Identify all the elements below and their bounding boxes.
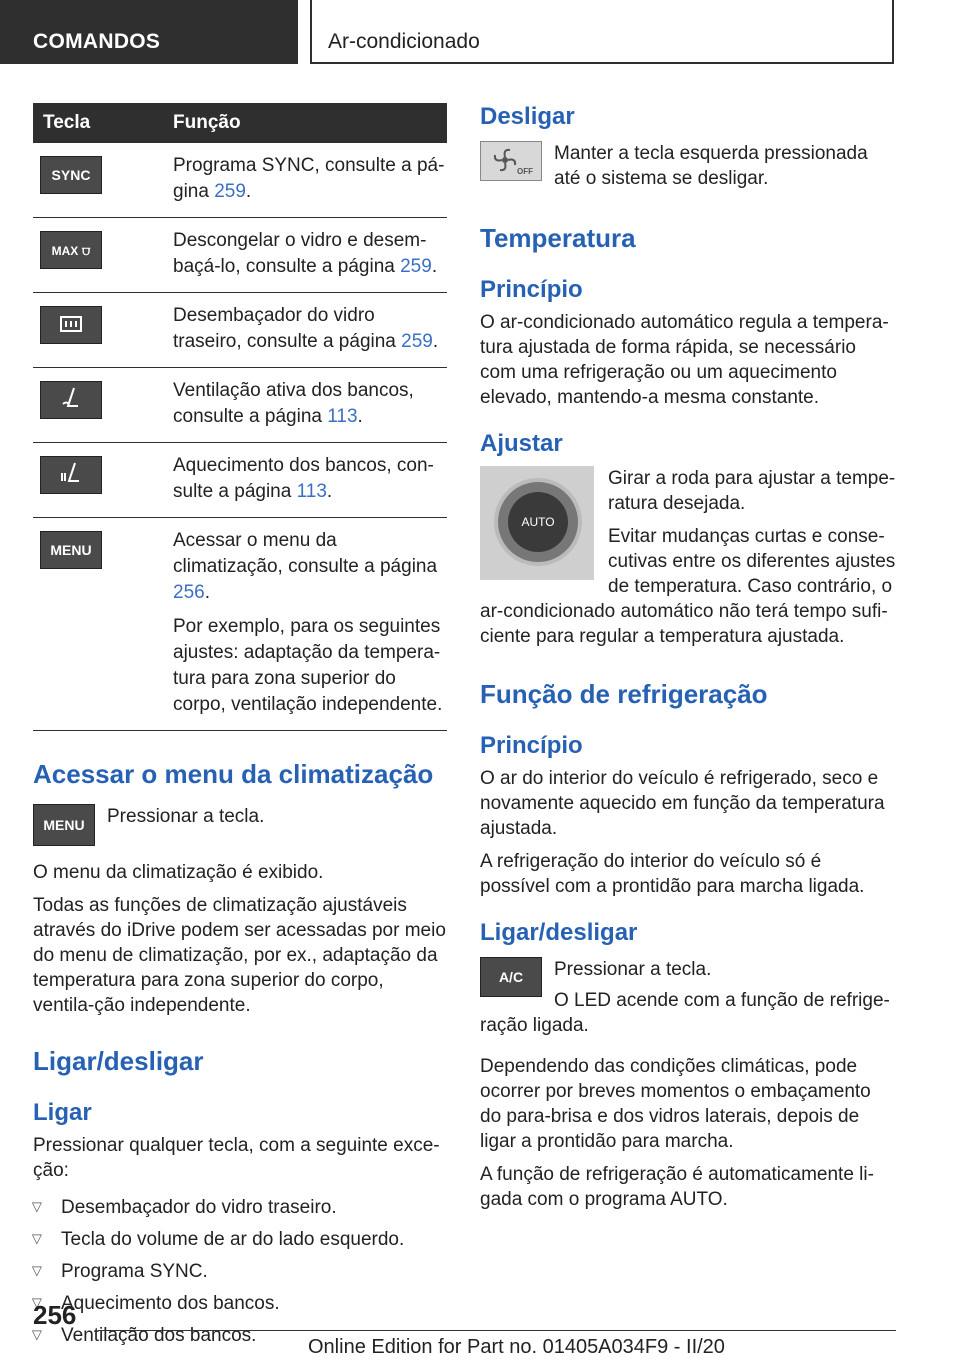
page-link[interactable]: 259 xyxy=(400,256,432,277)
temperature-principle-title: Princípio xyxy=(480,276,583,303)
page-link[interactable]: 113 xyxy=(296,481,327,502)
row-text: Descongelar o vidro e desem-baçá-lo, consulte a página 259. xyxy=(173,230,438,277)
temperature-principle-text: O ar-condicionado automático regula a tempera-tura ajustada de forma rápida, se necessário com uma refrigeração ou um aquecimento elevado, mantendo-a mesma constante. xyxy=(480,312,889,408)
row-text: Ventilação ativa dos bancos, consulte a página 113. xyxy=(173,380,414,427)
header-section-label: COMANDOS xyxy=(33,30,161,53)
off-row xyxy=(480,141,896,191)
fan-off-icon xyxy=(480,141,542,181)
adjust-title: Ajustar xyxy=(480,430,563,457)
page-link[interactable]: 113 xyxy=(327,406,358,427)
page-link[interactable]: 259 xyxy=(401,331,433,352)
row-extra-text: Por exemplo, para os seguintes ajustes: adaptação da tempera-tura para zona superior do corpo, ventilação independente. xyxy=(173,616,443,715)
table-row xyxy=(33,293,447,368)
cooling-onoff-title: Ligar/desligar xyxy=(480,919,638,946)
table-row xyxy=(33,368,447,443)
cooling-principle-title: Princípio xyxy=(480,732,583,759)
footer-edition: Online Edition for Part no. 01405A034F9 - II/20 xyxy=(308,1336,725,1358)
row-text: Programa SYNC, consulte a pá-gina 259. xyxy=(173,155,445,202)
menu-instruction: Pressionar a tecla. xyxy=(107,806,265,827)
header-section-tab xyxy=(0,0,298,64)
on-title: Ligar xyxy=(33,1099,92,1126)
table-row xyxy=(33,143,447,218)
row-text: Desembaçador do vidro traseiro, consulte a página 259. xyxy=(173,305,439,352)
temperature-knob-icon xyxy=(480,466,594,580)
list-item: ▷ Aquecimento dos bancos. xyxy=(33,1291,447,1316)
list-item: ▷ Tecla do volume de ar do lado esquerdo. xyxy=(33,1227,447,1252)
adjust-block xyxy=(480,466,896,649)
adjust-text-1: Girar a roda para ajustar a tempe-ratura desejada. xyxy=(608,468,896,514)
cooling-paragraph-4: A função de refrigeração é automaticamente li-gada com o programa AUTO. xyxy=(480,1164,874,1210)
left-column xyxy=(33,103,447,1355)
footer-divider xyxy=(98,1330,896,1331)
menu-paragraph-1: O menu da climatização é exibido. xyxy=(33,862,324,883)
table-header-row xyxy=(33,103,447,143)
cooling-paragraph-1: O ar do interior do veículo é refrigerado, seco e novamente aquecido em função da temperatura ajustada. xyxy=(480,768,885,839)
sync-icon: SYNC xyxy=(40,156,102,194)
ac-instruction-1: Pressionar a tecla. xyxy=(554,959,712,980)
svg-text:OFF: OFF xyxy=(517,167,533,176)
row-text: Aquecimento dos bancos, con-sulte a página 113. xyxy=(173,455,434,502)
header-chapter-tab xyxy=(310,0,894,64)
table-row xyxy=(33,518,447,731)
page-link[interactable]: 259 xyxy=(214,181,246,202)
exception-list xyxy=(33,1195,447,1348)
menu-section-title: Acessar o menu da climatização xyxy=(33,759,434,789)
seat-ventilation-icon xyxy=(40,381,102,419)
menu-button-icon: MENU xyxy=(33,804,95,846)
list-item: ▷ Desembaçador do vidro traseiro. xyxy=(33,1195,447,1220)
ac-instruction-2: O LED acende com a função de refrige-ração ligada. xyxy=(480,990,890,1036)
row-text: Acessar o menu da climatização, consulte a página 256. xyxy=(173,530,438,603)
off-title: Desligar xyxy=(480,103,575,130)
page-link[interactable]: 256 xyxy=(173,582,205,603)
cooling-title: Função de refrigeração xyxy=(480,679,768,709)
knob-label: AUTO xyxy=(508,492,568,552)
off-text: Manter a tecla esquerda pressionada até o sistema se desligar. xyxy=(554,143,868,189)
key-function-table xyxy=(33,103,447,731)
table-header-function: Função xyxy=(173,103,447,143)
max-defrost-icon: MAX ⩌ xyxy=(40,231,102,269)
menu-instruction-row xyxy=(33,804,447,846)
onoff-title: Ligar/desligar xyxy=(33,1046,204,1076)
ac-block xyxy=(480,957,896,1038)
ac-button-icon: A/C xyxy=(480,957,542,997)
menu-paragraph-2: Todas as funções de climatização ajustáveis através do iDrive podem ser acessadas por meio do menu de climatização, por ex., adaptação da temperatura para zona superior do corpo, ventila-ção independente. xyxy=(33,895,446,1016)
list-item: ▷ Programa SYNC. xyxy=(33,1259,447,1284)
menu-icon: MENU xyxy=(40,531,102,569)
temperature-title: Temperatura xyxy=(480,223,636,253)
page-number: 256 xyxy=(33,1300,77,1330)
table-row xyxy=(33,443,447,518)
header-chapter-label: Ar-condicionado xyxy=(328,30,480,53)
list-item: ▷ Ventilação dos bancos. xyxy=(33,1323,447,1348)
rear-defrost-icon xyxy=(40,306,102,344)
cooling-paragraph-2: A refrigeração do interior do veículo só é possível com a prontidão para marcha ligada. xyxy=(480,851,865,897)
table-row xyxy=(33,218,447,293)
adjust-text-2: Evitar mudanças curtas e conse-cutivas entre os diferentes ajustes de temperatura. Caso contrário, o ar-condicionado automático não terá tempo sufi-ciente para regular a temperatura ajustada. xyxy=(480,526,896,647)
right-column xyxy=(480,103,896,1212)
cooling-paragraph-3: Dependendo das condições climáticas, pode ocorrer por breves momentos o embaçamento do para-brisa e dos vidros laterais, depois de ligar a prontidão para marcha. xyxy=(480,1056,871,1152)
table-header-key: Tecla xyxy=(33,103,173,143)
on-text: Pressionar qualquer tecla, com a seguinte exce-ção: xyxy=(33,1135,440,1181)
seat-heating-icon xyxy=(40,456,102,494)
